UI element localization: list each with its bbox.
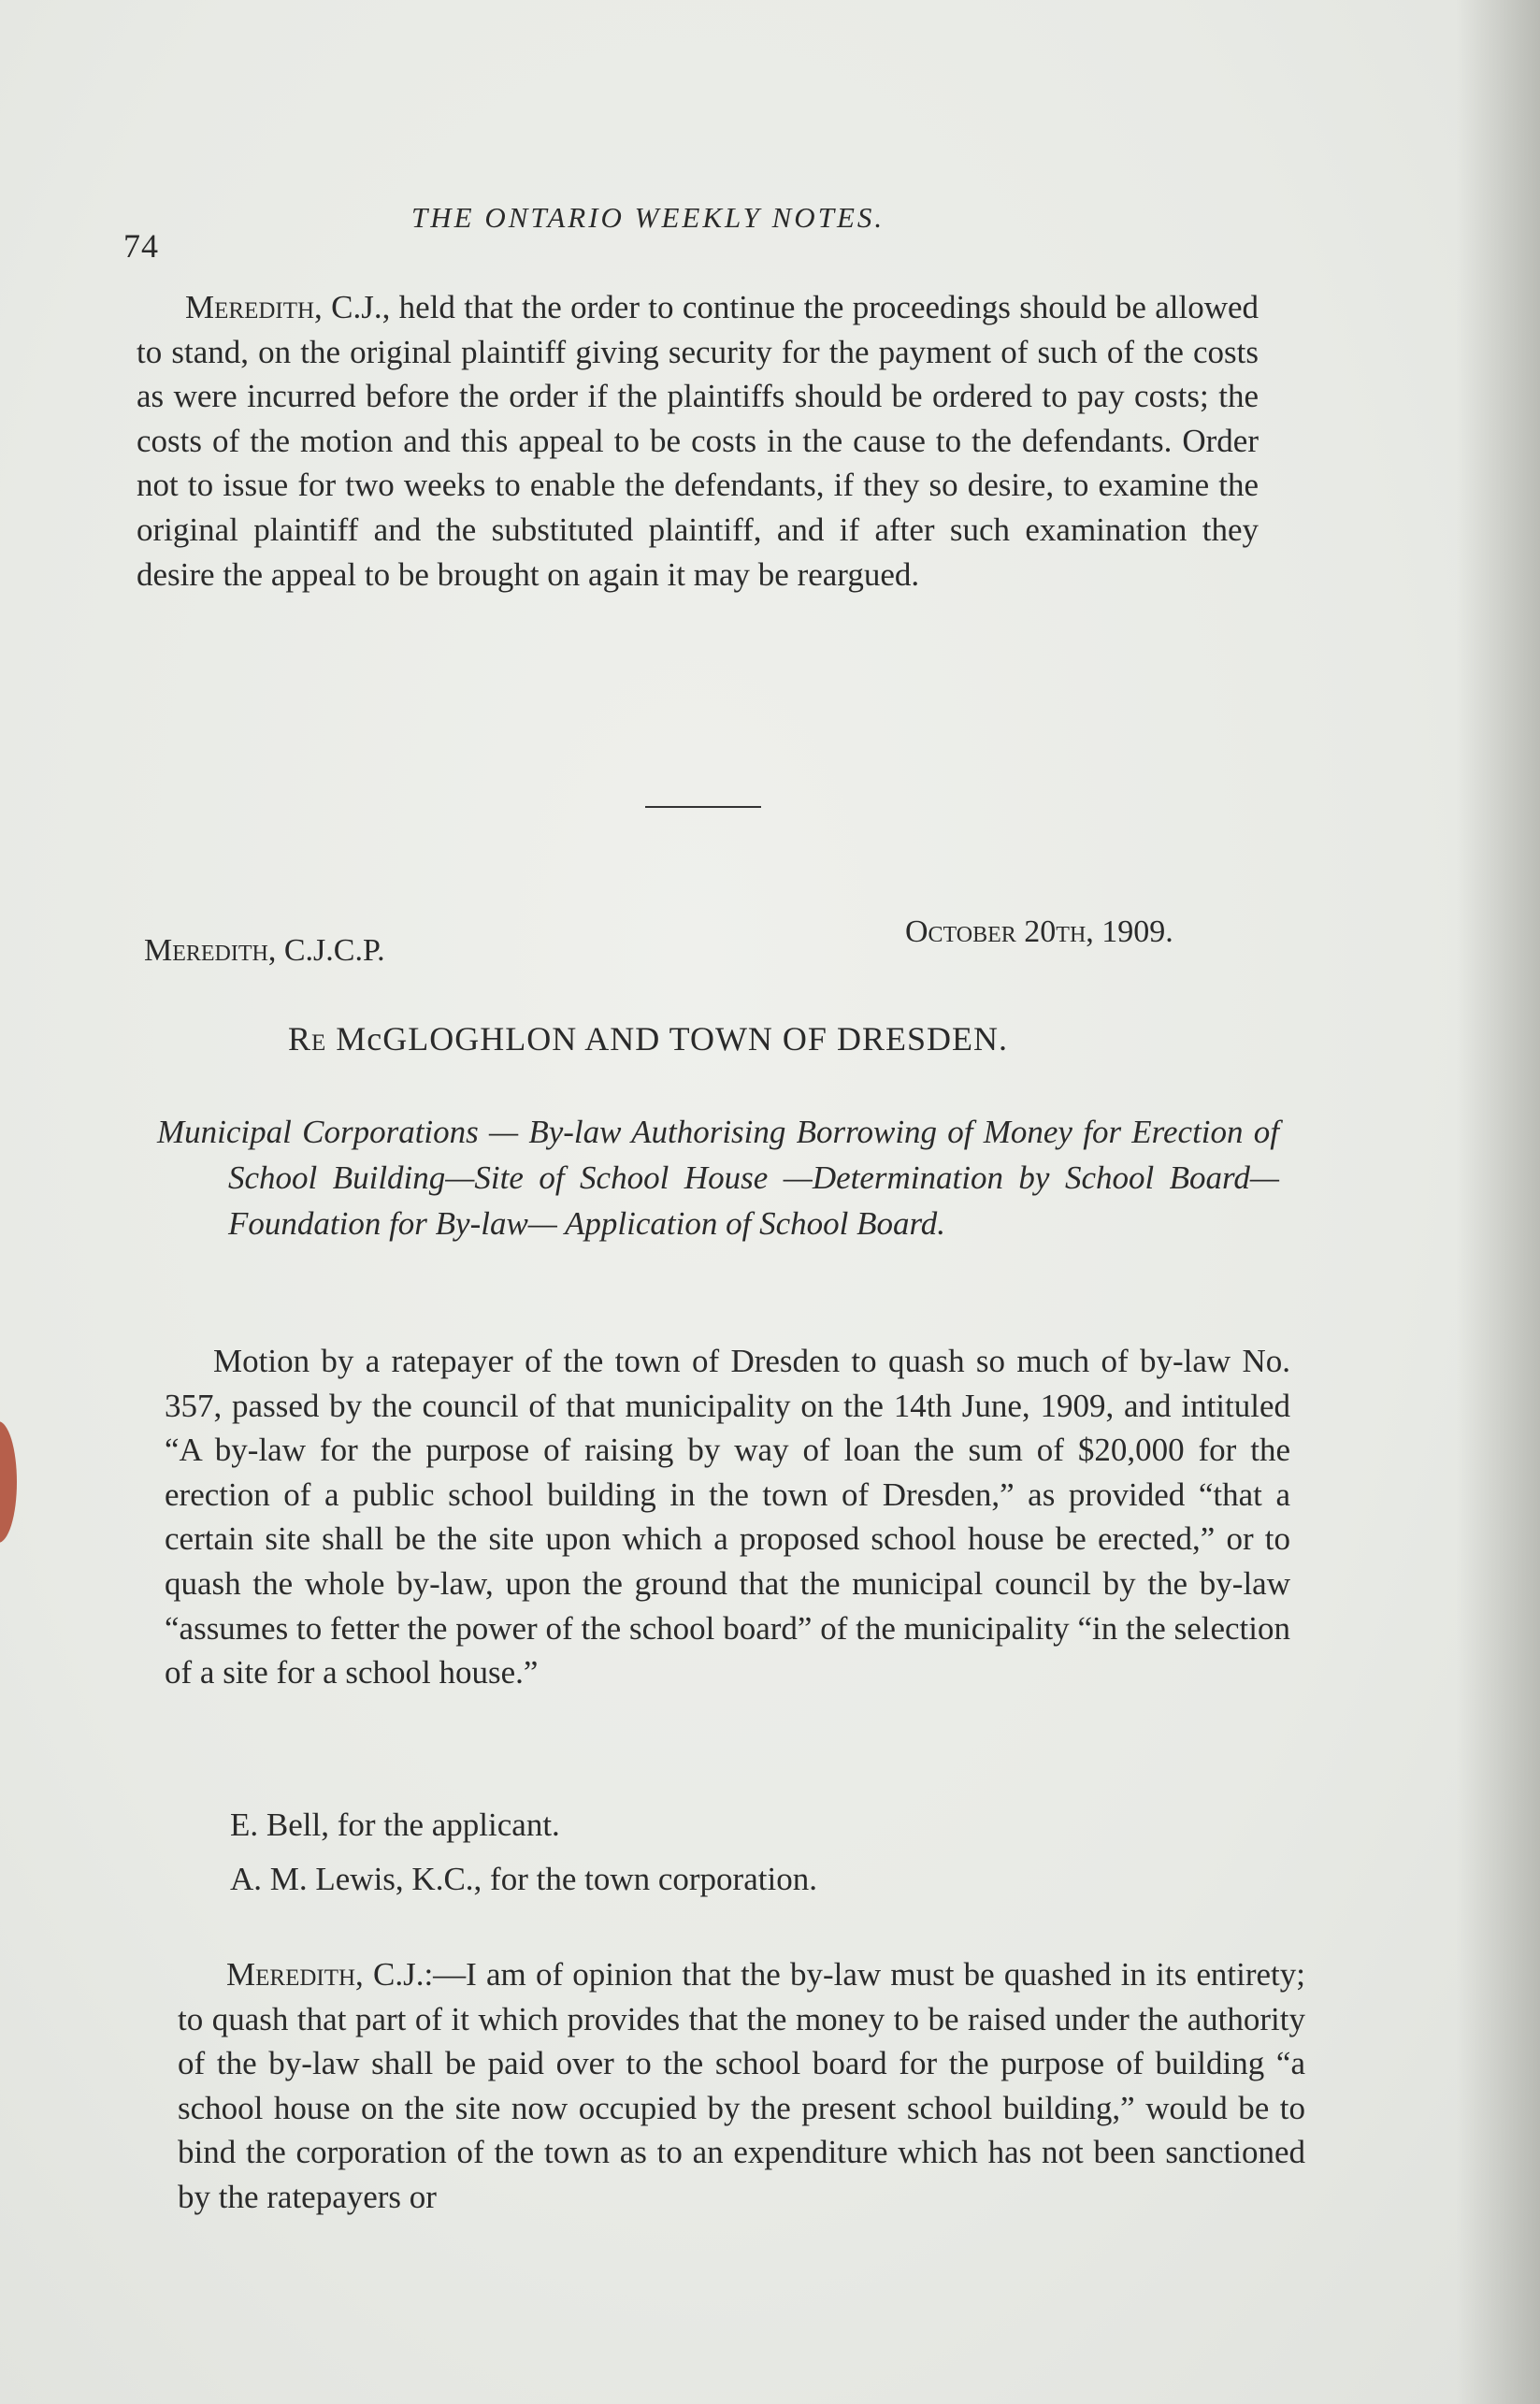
judge-line: Meredith, C.J.C.P. — [144, 933, 385, 968]
judgment-paragraph — [178, 1952, 1305, 2220]
binding-shadow — [1456, 0, 1540, 2404]
judgment-text: :—I am of opinion that the by-law must be quashed in its entirety; to quash that part of it which provides that the money to be raised under the authority of the by-law shall be paid over to the school board for the purpose of building “a school house on the site now occupied by the present school building,” would be to bind the corporation of the town as to an expenditure which has not been sanctioned by the ratepayers or — [178, 1956, 1305, 2215]
case-title-prefix: Re — [288, 1020, 327, 1058]
section-divider — [645, 806, 761, 808]
headnote — [157, 1109, 1279, 1246]
prior-judgment-text: , held that the order to continue the proceedings should be allowed to stand, on the original plaintiff giving security for the payment of such of the costs as were incurred before the order if the plaintiffs should be ordered to pay costs; the costs of the motion and this appeal to be costs in the cause to the defendants. Order not to issue for two weeks to enable the defendants, if they so desire, to examine the original plaintiff and the substituted plaintiff, and if after such examination they desire the appeal to be brought on again it may be reargued. — [137, 289, 1259, 593]
case-title — [288, 1019, 1008, 1058]
page-tab-marker — [0, 1421, 17, 1543]
motion-paragraph: Motion by a ratepayer of the town of Dresden to quash so much of by-law No. 357, passed by the council of that municipality on the 14th June, 1909, and intituled “A by-law for the purpose of raising by way of loan the sum of $20,000 for the erection of a public school building in the town of Dresden,” as provided “that a certain site shall be the site upon which a proposed school house be erected,” or to quash the whole by-law, upon the ground that the municipal council by the by-law “assumes to fetter the power of the school board” of the municipality “in the selection of a site for a school house.” — [165, 1343, 1290, 1691]
running-head: THE ONTARIO WEEKLY NOTES. — [411, 201, 885, 234]
judgment-judge-name: Meredith, C.J. — [226, 1956, 425, 1993]
page-number: 74 — [123, 227, 159, 265]
counsel-respondent: A. M. Lewis, K.C., for the town corporation. — [230, 1861, 817, 1897]
headnote-text: Municipal Corporations — By-law Authorising Borrowing of Money for Erection of School Building—Site of School House —Determination by School Board—Foundation for By-law— Application of School Board. — [157, 1114, 1279, 1242]
counsel-applicant: E. Bell, for the applicant. — [230, 1807, 560, 1843]
prior-judge-name: Meredith, C.J. — [185, 289, 382, 325]
prior-judgment-paragraph — [137, 285, 1259, 597]
case-title-text: McGLOGHLON AND TOWN OF DRESDEN. — [336, 1020, 1008, 1058]
date-line: October 20th, 1909. — [905, 914, 1173, 949]
